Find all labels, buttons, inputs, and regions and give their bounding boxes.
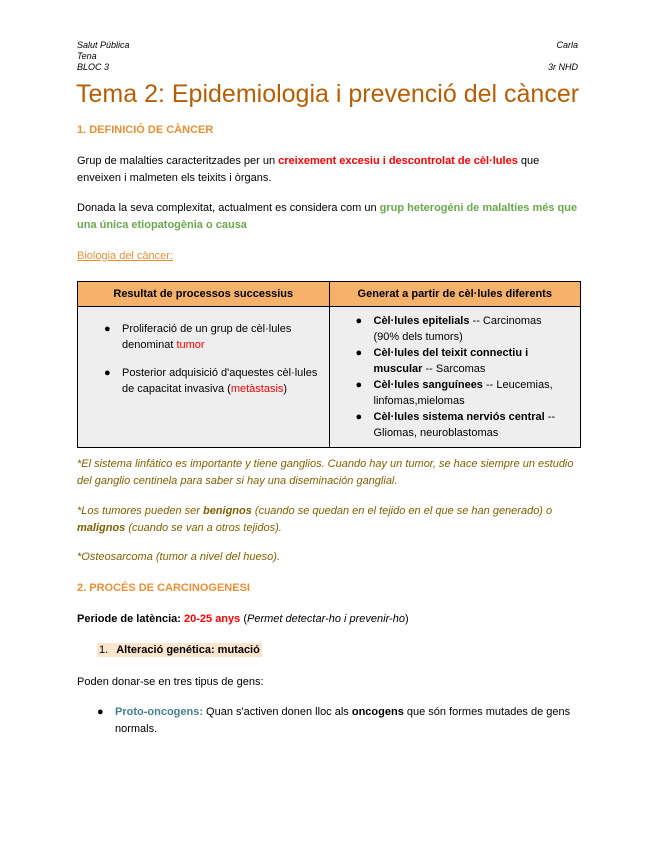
complexity-paragraph [77,200,582,234]
text: Permet detectar-ho i prevenir-ho [247,613,405,625]
text: (cuando se quedan en el tejido en el que se han generado) o [251,505,553,517]
table-cell-col1 [78,307,330,448]
note-osteosarcoma: *Osteosarcoma (tumor a nivel del hueso). [77,551,280,563]
list-item: ● Cèl·lules sistema nerviós central -- Gliomas, neuroblastomas [355,411,556,439]
text: que enveixen i malmeten els teixits i òrgans. [77,155,540,184]
text: malignos [77,522,126,534]
section1-heading: 1. DEFINICIÓ DE CÀNCER [77,124,214,136]
text: Proliferació de un grup de cèl·lules denominat [122,323,292,351]
header-name: Tena [77,51,97,61]
highlight-text: creixement excesiu i descontrolat de cèl·lules [278,155,518,167]
definition-paragraph [77,153,582,187]
list-item: ● Posterior adquisició d'aquestes cèl·lules de capacitat invasiva (metàstasis) [104,367,318,395]
text: Quan s'activen donen lloc als [203,706,352,718]
list-item: ● Cèl·lules epitelials -- Carcinomas (90% dels tumors) [355,315,542,343]
bullet: ● [97,706,104,718]
text: benignos [202,505,252,517]
text: -- Leucemias, linfomas,mielomas [373,379,553,407]
header-right [548,40,578,73]
list-item [97,704,582,738]
text: Cèl·lules sistema nerviós central [373,411,545,423]
text: ( [240,613,247,625]
genes-paragraph: Poden donar-se en tres tipus de gens: [77,676,264,688]
table-header-col1: Resultat de processos successius [78,282,330,307]
text: Donada la seva complexitat, actualment es considera com un [77,202,380,214]
latency-paragraph [77,611,582,628]
text: ) [283,383,288,395]
text: *Los tumores pueden ser [77,505,203,517]
text: Periode de latència: [77,613,181,625]
list-item: ● Proliferació de un grup de cèl·lules denominat tumor [104,323,292,351]
header-subject: Salut Pública [77,40,130,50]
text: oncogens [351,706,404,718]
header-author: Carla [556,40,578,50]
highlight-text: 20-25 anys [184,613,241,625]
header-block: BLOC 3 [77,62,110,72]
header-left [77,40,130,73]
text: -- Sarcomas [422,363,486,375]
text: -- Gliomas, neuroblastomas [373,411,556,439]
highlight-text: Proto-oncogens: [115,706,203,718]
text: (cuando se van a otros tejidos). [125,522,282,534]
text: Grup de malalties caracteritzades per un [77,155,279,167]
text: Cèl·lules del teixit connectiu i muscular [373,347,529,375]
text: -- Carcinomas (90% dels tumors) [373,315,542,343]
note-lymphatic: *El sistema linfático es importante y tiene ganglios. Cuando hay un tumor, se hace siempre un estudio del ganglio centinela para saber si hay una diseminación ganglial. [77,458,574,487]
section2-heading: 2. PROCÉS DE CARCINOGENESI [77,582,250,594]
text: que són formes mutades de gens normals. [115,706,571,735]
list-item: ● Cèl·lules del teixit connectiu i muscular -- Sarcomas [355,347,529,375]
highlight-text: grup heterogéni de malalties més que una única etiopatogènia o causa [77,202,578,231]
subsection-mutation [97,643,262,657]
text: Cèl·lules epitelials [373,315,470,327]
text: 1. [99,644,109,656]
highlight-text: tumor [176,339,205,351]
text: Posterior adquisició d'aquestes cèl·lules de capacitat invasiva ( [122,367,318,395]
highlight-text: metàstasis [230,383,284,395]
table-header-col2: Generat a partir de cèl·lules diferents [329,282,581,307]
list-item: ● Cèl·lules sanguínees -- Leucemias, linfomas,mielomas [355,379,553,407]
text: Alteració genética: mutació [116,644,260,656]
text: Cèl·lules sanguínees [373,379,483,391]
header-course: 3r NHD [547,62,578,72]
text: ) [404,613,409,625]
page-title: Tema 2: Epidemiologia i prevenció del càncer [76,80,580,108]
biology-link[interactable]: Biologia del càncer: [77,250,174,262]
cancer-biology-table [77,281,581,448]
note-tumors [77,503,582,537]
table-cell-col2 [329,307,581,448]
